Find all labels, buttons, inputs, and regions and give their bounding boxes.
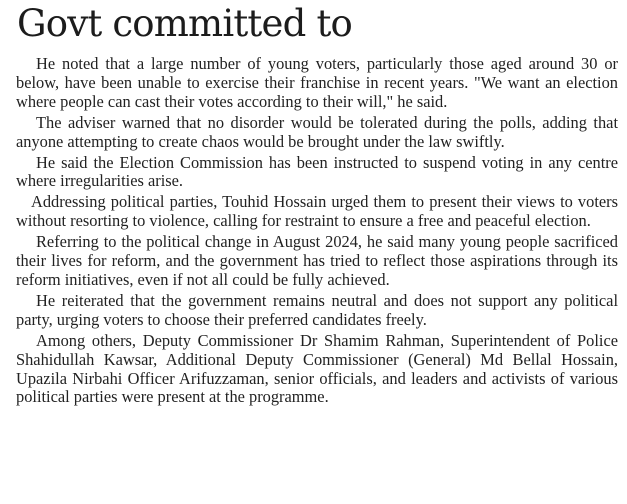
- article-headline: Govt committed to: [17, 2, 352, 45]
- article-paragraph: The adviser warned that no disorder would be tolerated during the polls, adding that anyone attempting to create chaos would be brought under the law swiftly.: [16, 112, 618, 151]
- article-paragraph: Referring to the political change in August 2024, he said many young people sacrificed their lives for reform, and the government has tried to reflect those aspirations through its reform initiatives, even if not all could be fully achieved.: [16, 232, 618, 289]
- article-paragraph: Among others, Deputy Commissioner Dr Shamim Rahman, Superintendent of Police Shahidullah Kawsar, Additional Deputy Commissioner (General) Md Bellal Hossain, Upazila Nirbahi Officer Arifuzzaman, senior officials, and leaders and activists of various political parties were present at the programme.: [16, 330, 618, 407]
- article-paragraph: Addressing political parties, Touhid Hossain urged them to present their views to voters without resorting to violence, calling for restraint to ensure a free and peaceful election.: [16, 192, 618, 231]
- article-body: [16, 55, 618, 407]
- article-paragraph: He said the Election Commission has been instructed to suspend voting in any centre where irregularities arise.: [16, 152, 618, 191]
- article-paragraph: He reiterated that the government remains neutral and does not support any political party, urging voters to choose their preferred candidates freely.: [16, 290, 618, 329]
- article-paragraph: He noted that a large number of young voters, particularly those aged around 30 or below, have been unable to exercise their franchise in recent years. "We want an election where people can cast their votes according to their will," he said.: [16, 54, 618, 111]
